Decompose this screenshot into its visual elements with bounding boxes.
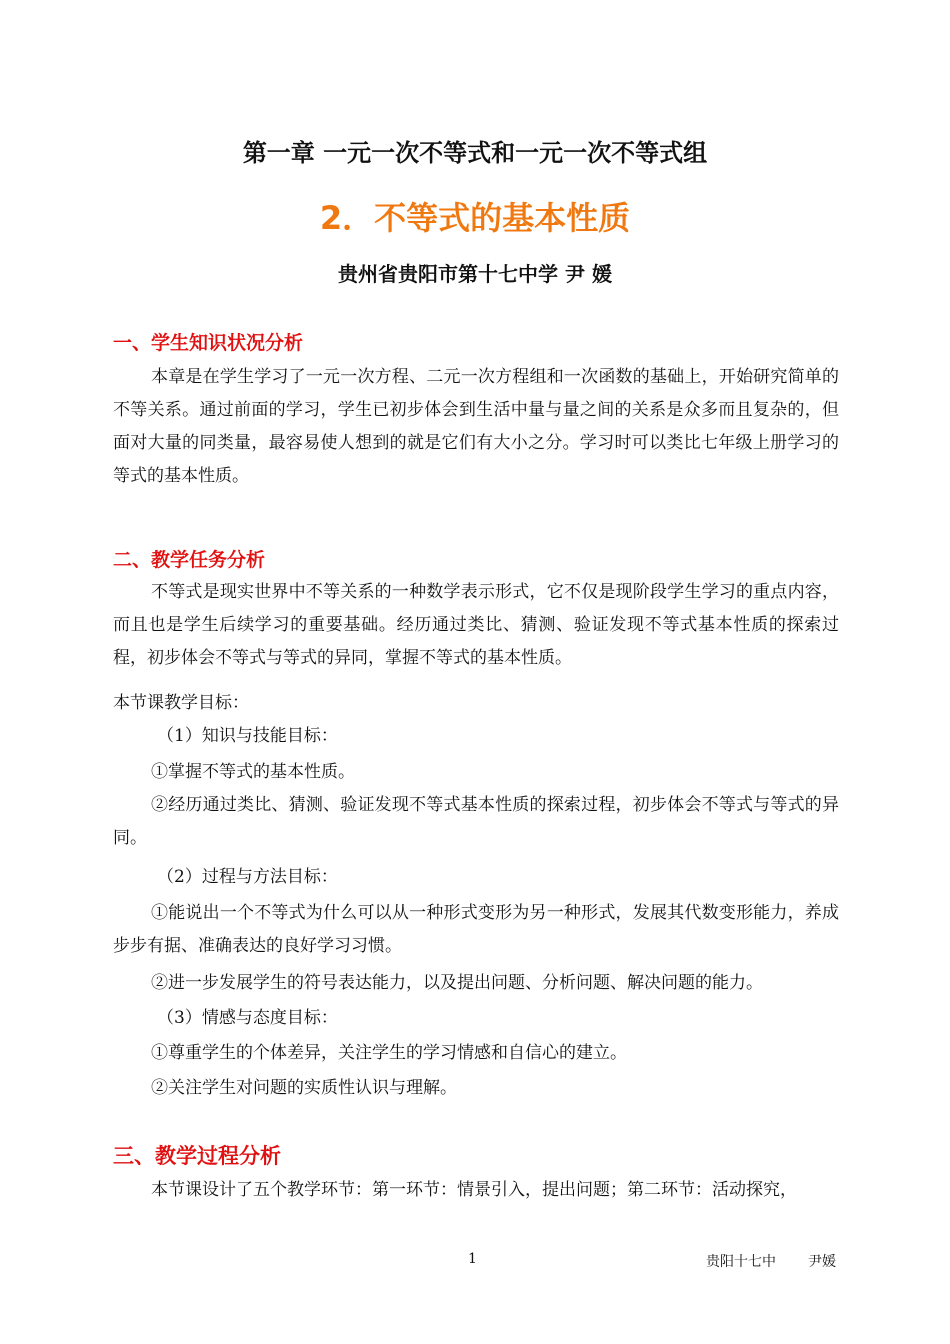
goal3-item2: ②关注学生对问题的实质性认识与理解。 xyxy=(151,1078,457,1098)
footer-page-number: 1 xyxy=(468,1251,477,1267)
section3-paragraph: 本节课设计了五个教学环节：第一环节：情景引入，提出问题；第二环节：活动探究， xyxy=(151,1180,797,1200)
goal1-title: （1）知识与技能目标： xyxy=(157,726,338,746)
chapter-title: 第一章 一元一次不等式和一元一次不等式组 xyxy=(242,139,708,167)
goals-intro: 本节课教学目标： xyxy=(113,693,249,713)
goal1-item2: ②经历通过类比、猜测、验证发现不等式基本性质的探索过程，初步体会不等式与等式的异同。 xyxy=(113,795,839,848)
goal3-item1: ①尊重学生的个体差异，关注学生的学习情感和自信心的建立。 xyxy=(151,1043,627,1063)
goal2-item1: ①能说出一个不等式为什么可以从一种形式变形为另一种形式，发展其代数变形能力，养成步步有据、准确表达的良好学习习惯。 xyxy=(113,903,839,956)
section2-heading: 二、教学任务分析 xyxy=(113,549,266,571)
footer-school: 贵阳十七中 xyxy=(706,1254,776,1270)
section2-paragraph: 不等式是现实世界中不等关系的一种数学表示形式，它不仅是现阶段学生学习的重点内容，而且也是学生后续学习的重要基础。经历通过类比、猜测、验证发现不等式基本性质的探索过程，初步体会不等式与等式的异同，掌握不等式的基本性质。 xyxy=(113,582,839,668)
goal2-title: （2）过程与方法目标： xyxy=(157,867,338,887)
goal3-title: （3）情感与态度目标： xyxy=(157,1008,338,1028)
author-line: 贵州省贵阳市第十七中学 尹 媛 xyxy=(338,262,612,286)
goal2-item2: ②进一步发展学生的符号表达能力，以及提出问题、分析问题、解决问题的能力。 xyxy=(151,973,763,993)
lesson-title: 2．不等式的基本性质 xyxy=(319,199,631,237)
section3-heading: 三、教学过程分析 xyxy=(113,1144,281,1168)
section1-paragraph: 本章是在学生学习了一元一次方程、二元一次方程组和一次函数的基础上，开始研究简单的不等关系。通过前面的学习，学生已初步体会到生活中量与量之间的关系是众多而且复杂的，但面对大量的同类量，最容易使人想到的就是它们有大小之分。学习时可以类比七年级上册学习的等式的基本性质。 xyxy=(113,367,839,486)
section1-heading: 一、学生知识状况分析 xyxy=(113,332,304,354)
footer-name: 尹媛 xyxy=(808,1254,836,1270)
goal1-item1: ①掌握不等式的基本性质。 xyxy=(151,762,355,782)
